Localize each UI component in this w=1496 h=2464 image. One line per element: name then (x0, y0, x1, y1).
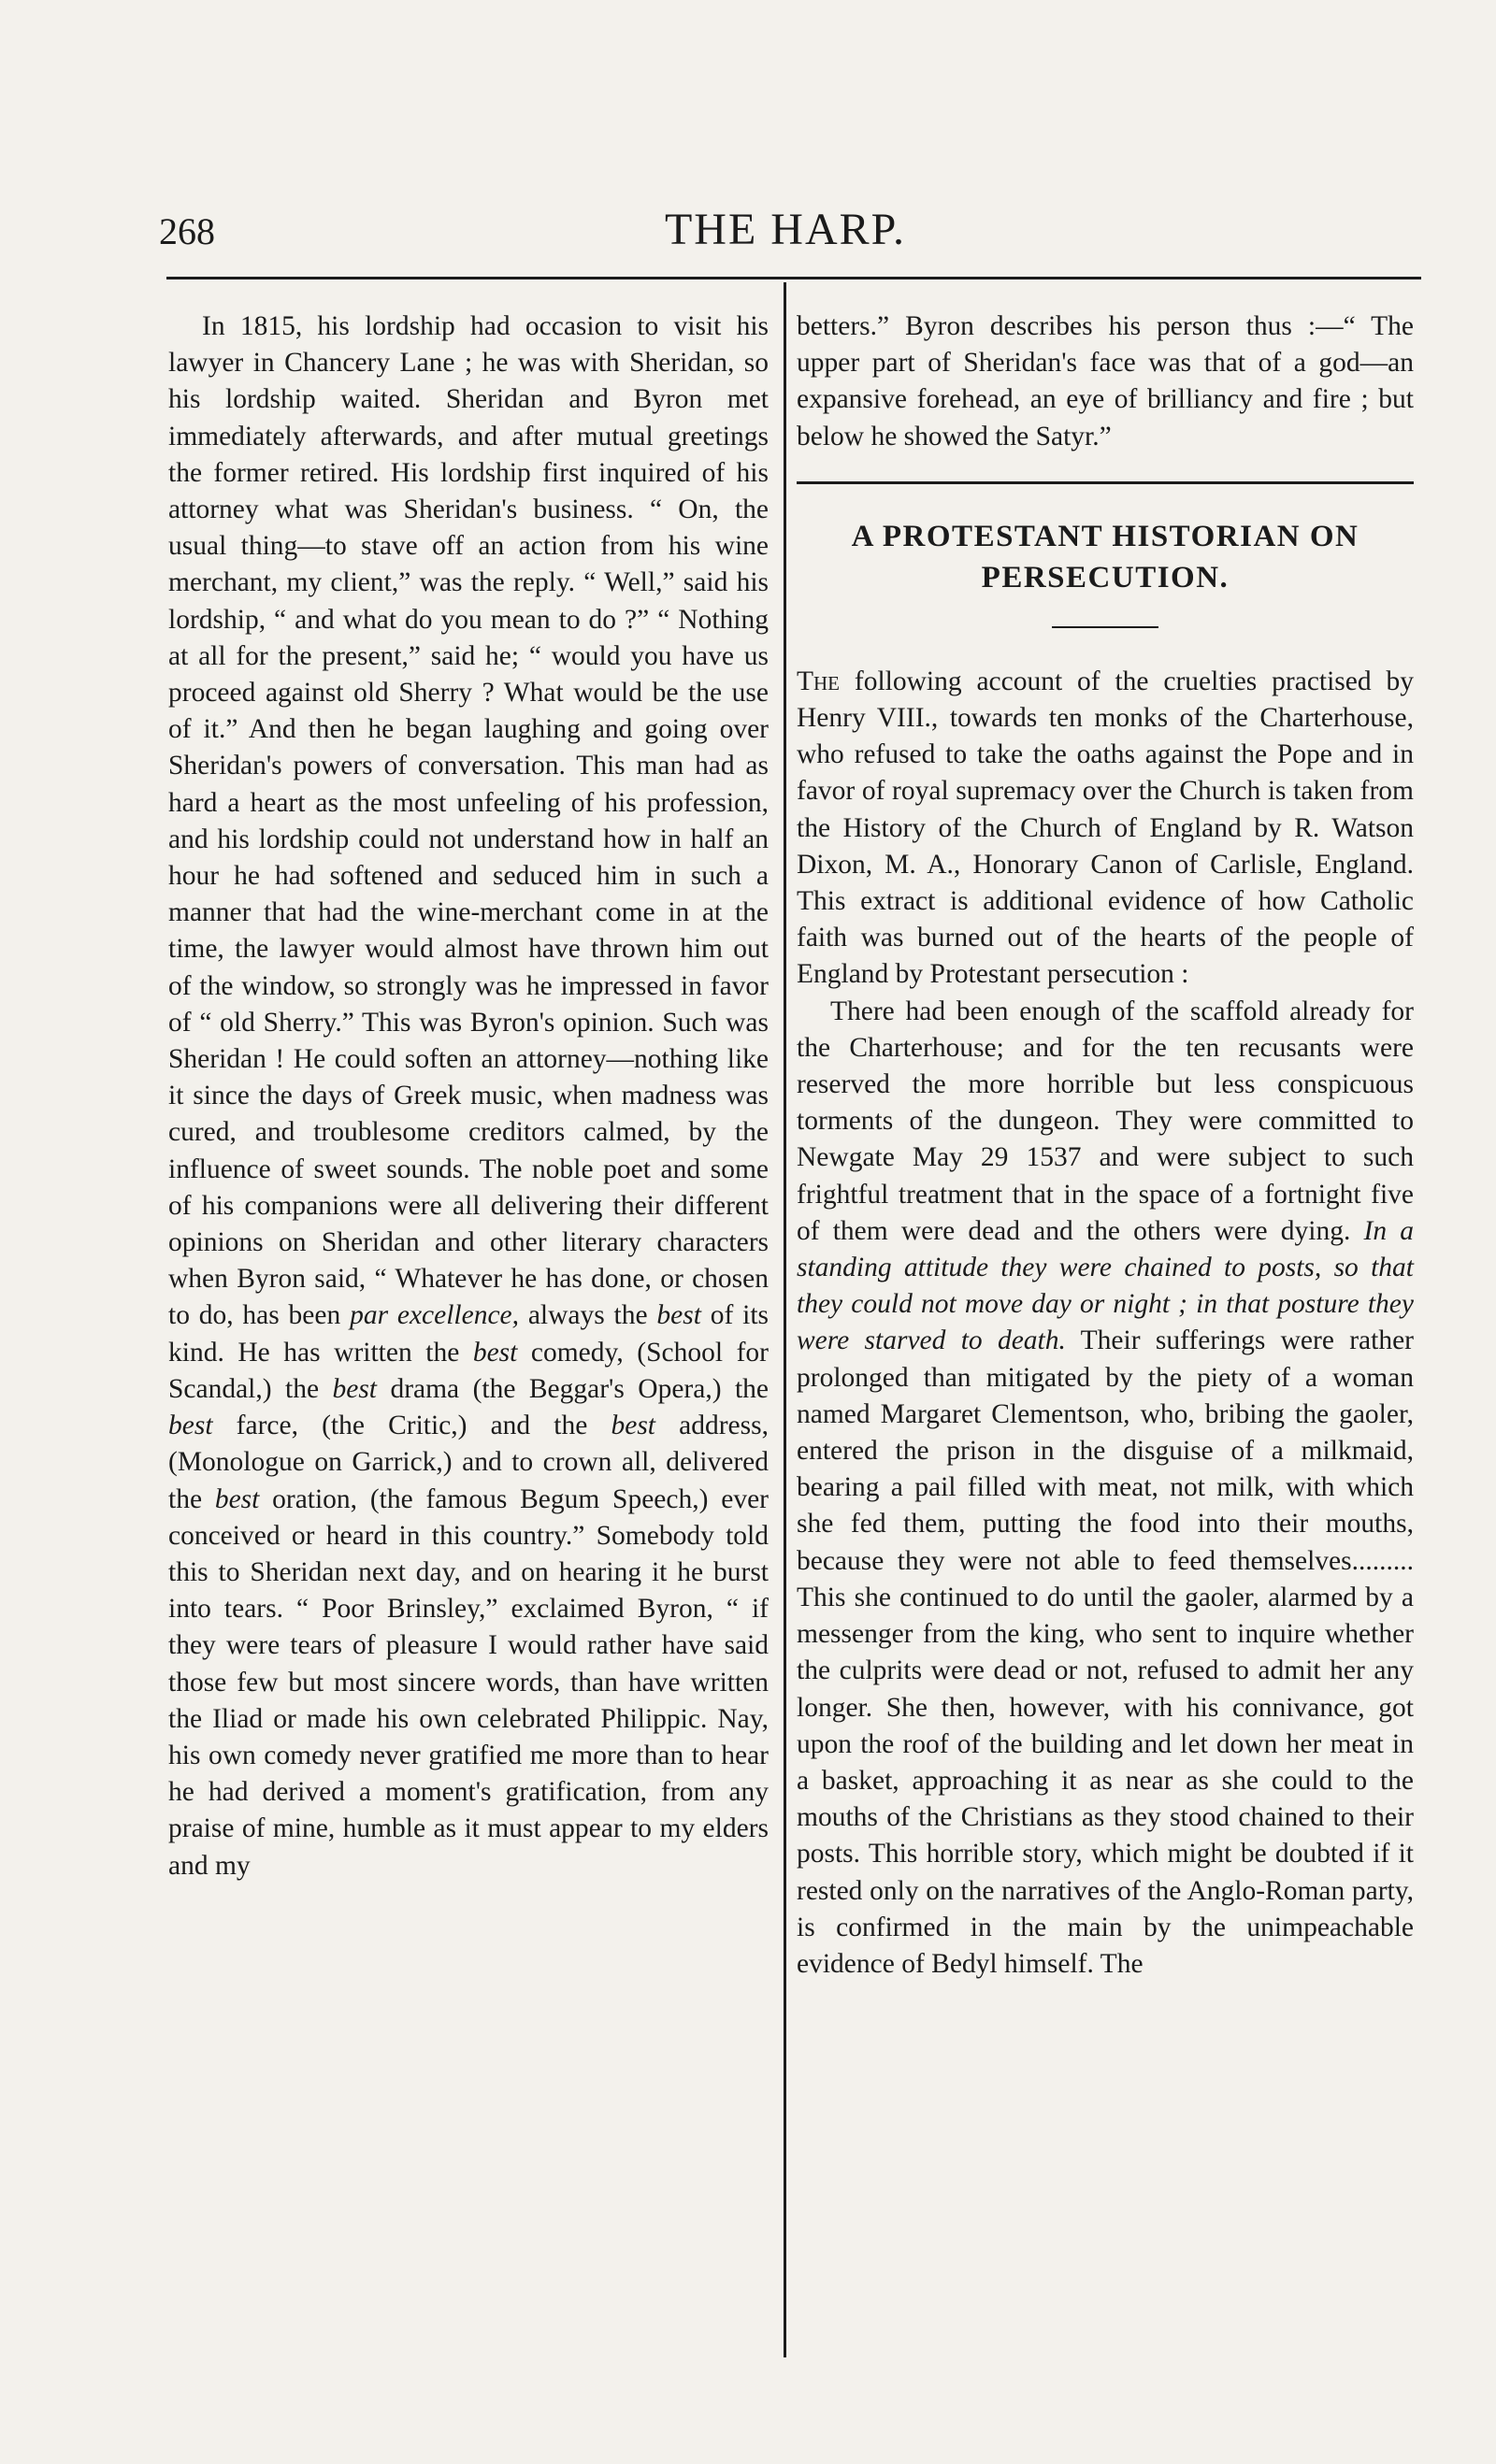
text-run: There had been enough of the scaffold already for the Charterhouse; and for the ten recusants were reserved the more horrible but less conspicuous torments of the dungeon. They were committed to Newgate May 29 1537 and were subject to such frightful treatment that in the space of a fortnight five of them were dead and the others were dying. (797, 996, 1414, 1246)
article-title: A PROTESTANT HISTORIAN ON PERSECUTION. (851, 519, 1359, 595)
charterhouse-paragraph (797, 994, 1414, 1983)
italic-run: best (332, 1373, 378, 1404)
text-run: farce, (the Critic,) and the (212, 1411, 611, 1441)
italic-run: best (472, 1337, 518, 1368)
italic-run: best (214, 1483, 260, 1514)
text-run: oration, (the famous Begum Speech,) ever conceived or heard in this country.” Somebody told this to Sheridan next day, and on hearing it he burst into tears. “ Poor Brinsley,” exclaimed Byron, “ if they were tears of pleasure I would rather have said those few but most sincere words, than have written the Iliad or made his own celebrated Philippic. Nay, his own comedy never gratified me more than to hear he had derived a moment's gratification, from any praise of mine, humble as it must appear to my elders and my (168, 1483, 769, 1881)
title-rule (1052, 626, 1158, 628)
right-column (797, 308, 1414, 1983)
page-number: 268 (159, 210, 215, 252)
italic-run: par excellence, (350, 1300, 520, 1331)
running-title: THE HARP. (664, 205, 907, 254)
byron-sheridan-paragraph (168, 308, 769, 1884)
header-rule (166, 277, 1421, 279)
text-run: Their sufferings were rather prolonged than mitigated by the piety of a woman named Margaret Clementson, who, bribing the gaoler, entered the prison in the disguise of a milkmaid, bearing a pail filled with meat, not milk, with which she fed them, putting the food into their mouths, because they were not able to feed themselves......... This she continued to do until the gaoler, alarmed by a messenger from the king, who sent to inquire whether the culprits were dead or not, refused to admit her any longer. She then, however, with his connivance, got upon the roof of the building and let down her meat in a basket, approaching it as near as she could to the mouths of the Christians as they stood chained to their posts. This horrible story, which might be doubted if it rested only on the narratives of the Anglo-Roman party, is confirmed in the main by the unimpeachable evidence of Bedyl himself. The (797, 1325, 1415, 1979)
column-divider (784, 282, 786, 2357)
text-run: always the (519, 1300, 657, 1331)
page-header (159, 204, 1412, 269)
text-run: of its kind. He has written the (168, 1300, 769, 1368)
left-column (168, 308, 769, 1884)
text-run: comedy, (School for Scandal,) the (168, 1337, 769, 1404)
article-separator-rule (797, 481, 1414, 484)
italic-run: best (611, 1411, 656, 1441)
continuation-paragraph: betters.” Byron describes his person thus :—“ The upper part of Sheridan's face was that of a god—an expansive forehead, an eye of brilliancy and fire ; but below he showed the Satyr.” (797, 311, 1414, 451)
text-run: In 1815, his lordship had occasion to visit his lawyer in Chancery Lane ; he was with Sheridan, so his lordship waited. Sheridan and Byron met immediately afterwards, and after mutual greetings the former retired. His lordship first inquired of his attorney what was Sheridan's business. “ On, the usual thing—to stave off an action from his wine merchant, my client,” was the reply. “ Well,” said his lordship, “ and what do you mean to do ?” “ Nothing at all for the present,” said he; “ would you have us proceed against old Sherry ? What would be the use of it.” And then he began laughing and going over Sheridan's powers of conversation. This man had as hard a heart as the most unfeeling of his profession, and his lordship could not understand how in half an hour he had softened and seduced him in such a manner that had the wine-merchant come in at the time, the lawyer would almost have thrown him out of the window, so strongly was he impressed in favor of “ old Sherry.” This was Byron's opinion. Such was Sheridan ! He could soften an attorney—nothing like it since the days of Greek music, when madness was cured, and troublesome creditors calmed, by the influence of sweet sounds. The noble poet and some of his companions were all delivering their different opinions on Sheridan and other literary characters when Byron said, “ Whatever he has done, or chosen to do, has been (168, 311, 769, 1331)
text-run: drama (the Beggar's Opera,) the (377, 1373, 770, 1404)
italic-run: best (168, 1411, 213, 1441)
intro-paragraph (797, 664, 1414, 994)
lead-word: The (797, 666, 841, 696)
text-run: following account of the cruelties practised by Henry VIII., towards ten monks of the Charterhouse, who refused to take the oaths against the Pope and in favor of royal supremacy over the Church is taken from the History of the Church of England by R. Watson Dixon, M. A., Honorary Canon of Carlisle, England. This extract is additional evidence of how Catholic faith was burned out of the hearts of the people of England by Protestant persecution : (797, 666, 1414, 990)
text-run: address, (Monologue on Garrick,) and to crown all, delivered the (168, 1411, 769, 1514)
italic-run: In a standing attitude they were chained to posts, so that they could not move day or night ; in that posture they were starved to death. (797, 1215, 1414, 1356)
italic-run: best (656, 1300, 701, 1331)
